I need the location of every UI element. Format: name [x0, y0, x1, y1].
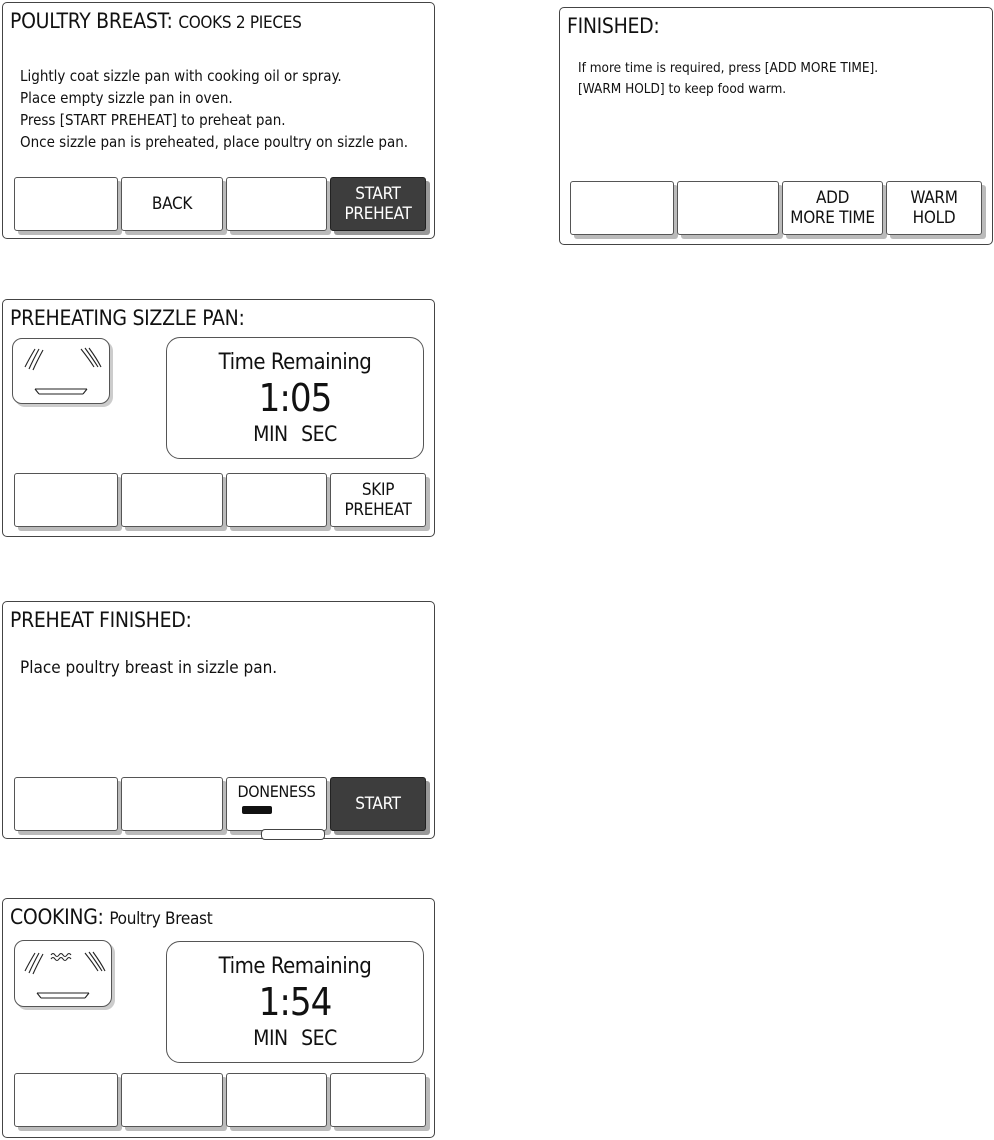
skip-preheat-button[interactable]: [330, 473, 426, 527]
skip-preheat-label-1: SKIP: [361, 480, 395, 500]
soft-button-2[interactable]: [121, 473, 223, 527]
instruction-line: Lightly coat sizzle pan with cooking oil or spray.: [20, 67, 342, 85]
back-button[interactable]: [121, 177, 223, 231]
time-units: MIN SEC: [253, 1026, 337, 1050]
title-sub: Poultry Breast: [109, 909, 213, 929]
doneness-label: DONENESS: [237, 782, 316, 801]
time-remaining-value: 1:05: [258, 376, 332, 420]
instruction-line: Once sizzle pan is preheated, place poultry on sizzle pan.: [20, 133, 409, 151]
add-more-time-button[interactable]: [782, 181, 883, 235]
doneness-button[interactable]: [226, 777, 327, 831]
start-preheat-label-1: START: [355, 184, 401, 204]
screen-title: PREHEATING SIZZLE PAN:: [10, 306, 245, 330]
instruction-line: If more time is required, press [ADD MORE TIME].: [578, 60, 879, 76]
instruction-line: [WARM HOLD] to keep food warm.: [578, 81, 787, 97]
time-remaining-label: Time Remaining: [218, 954, 372, 979]
preheating-screen: [2, 299, 435, 537]
soft-button-1[interactable]: [570, 181, 674, 235]
instruction-line: Place empty sizzle pan in oven.: [20, 89, 233, 107]
sizzle-pan-heat-icon: [12, 338, 110, 404]
time-remaining-value: 1:54: [258, 980, 332, 1024]
soft-button-3[interactable]: [226, 1073, 327, 1127]
start-preheat-button[interactable]: [330, 177, 426, 231]
back-button-label: BACK: [151, 194, 193, 214]
sizzle-pan-cooking-icon: [14, 940, 112, 1007]
soft-button-1[interactable]: [14, 473, 118, 527]
start-label: START: [355, 794, 401, 814]
start-preheat-label-2: PREHEAT: [344, 204, 412, 224]
finished-screen: [559, 7, 993, 245]
title-sub: COOKS 2 PIECES: [178, 13, 302, 33]
soft-button-1[interactable]: [14, 177, 118, 231]
warm-hold-label-1: WARM: [910, 188, 958, 208]
skip-preheat-label-2: PREHEAT: [344, 500, 412, 520]
start-button[interactable]: [330, 777, 426, 831]
soft-button-2[interactable]: [677, 181, 779, 235]
time-units: MIN SEC: [253, 422, 337, 446]
add-more-time-label-2: MORE TIME: [790, 208, 875, 228]
time-remaining-label: Time Remaining: [218, 350, 372, 375]
screen-title: PREHEAT FINISHED:: [10, 608, 192, 632]
message: Place poultry breast in sizzle pan.: [20, 658, 278, 678]
screen-title: [10, 9, 302, 33]
time-remaining-display: [166, 941, 424, 1063]
soft-button-3[interactable]: [226, 473, 327, 527]
cooking-screen: [2, 898, 435, 1138]
preheat-finished-screen: [2, 601, 435, 839]
soft-button-2[interactable]: [121, 1073, 223, 1127]
add-more-time-label-1: ADD: [815, 188, 850, 208]
time-remaining-display: [166, 337, 424, 459]
warm-hold-button[interactable]: [886, 181, 982, 235]
soft-button-3[interactable]: [226, 177, 327, 231]
soft-button-1[interactable]: [14, 777, 118, 831]
instruction-line: Press [START PREHEAT] to preheat pan.: [20, 111, 286, 129]
soft-button-4[interactable]: [330, 1073, 426, 1127]
title-main: POULTRY BREAST:: [10, 9, 173, 33]
screen-title: FINISHED:: [567, 14, 660, 38]
instructions: [578, 58, 878, 100]
warm-hold-label-2: HOLD: [912, 208, 956, 228]
screen-title: [10, 905, 212, 929]
doneness-level-icon: [242, 806, 272, 814]
title-main: COOKING:: [10, 905, 104, 929]
doneness-indicator-tab: [261, 829, 325, 840]
instructions: [20, 65, 408, 153]
soft-button-2[interactable]: [121, 777, 223, 831]
poultry-breast-screen: [2, 2, 435, 239]
soft-button-1[interactable]: [14, 1073, 118, 1127]
